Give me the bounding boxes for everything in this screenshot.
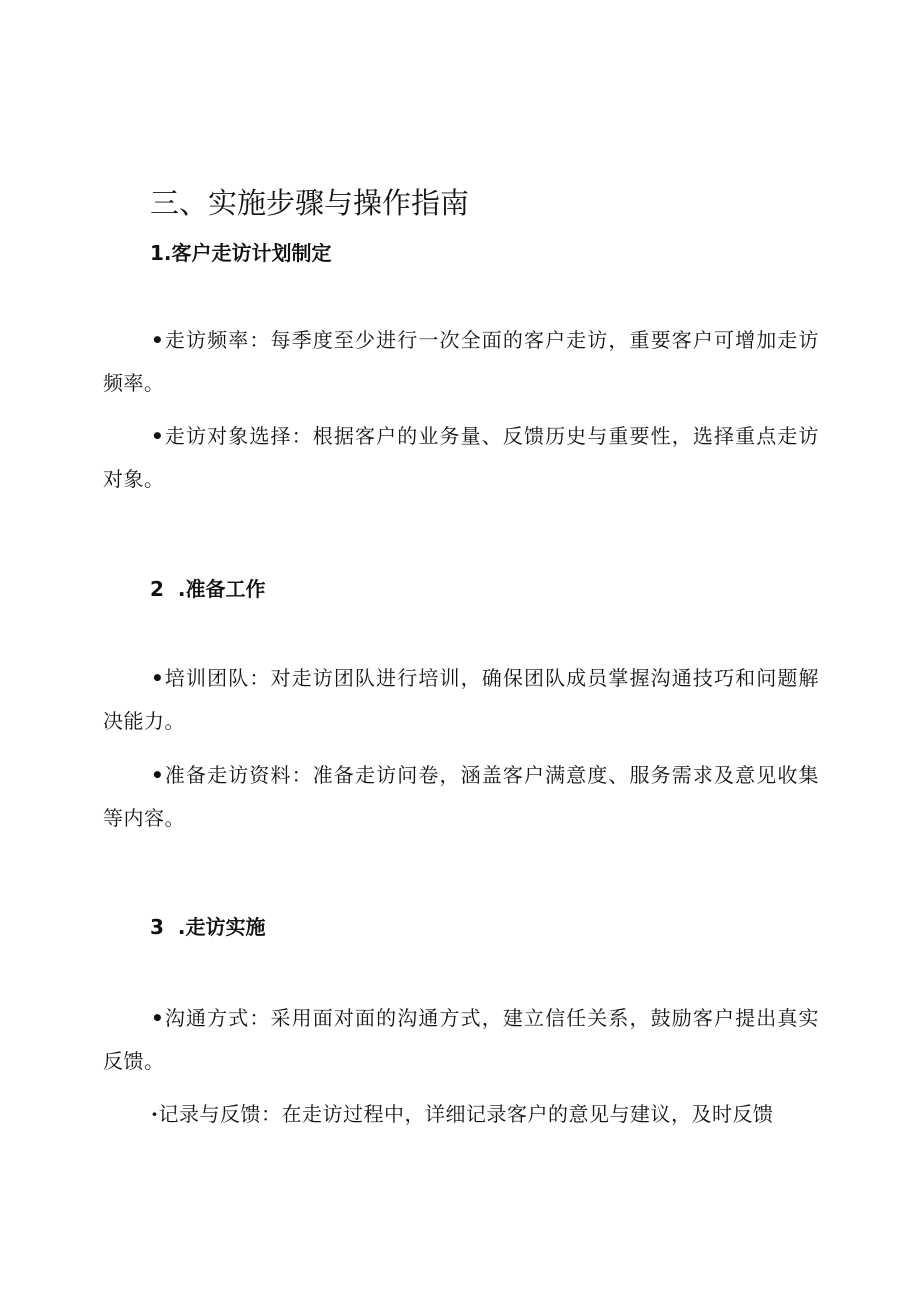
subsection-heading-3 [150,913,266,941]
bullet-text: 沟通方式：采用面对面的沟通方式，建立信任关系，鼓励客户提出真实反馈。 [103,1006,819,1073]
bullet-paragraph [103,415,819,501]
bullet-dot: • [151,1006,165,1030]
bullet-text: 记录与反馈：在走访过程中，详细记录客户的意见与建议，及时反馈 [158,1102,774,1126]
subsection-title: .走访实施 [177,915,266,939]
bullet-dot: • [151,666,165,690]
subsection-heading-1 [150,239,332,267]
bullet-text: 走访对象选择：根据客户的业务量、反馈历史与重要性，选择重点走访对象。 [103,424,819,491]
bullet-paragraph [103,1093,819,1136]
subsection-heading-2 [150,575,266,603]
bullet-paragraph [103,657,819,743]
bullet-dot: · [151,1102,159,1126]
bullet-text: 走访频率：每季度至少进行一次全面的客户走访，重要客户可增加走访频率。 [103,328,819,395]
bullet-paragraph [103,754,819,840]
bullet-text: 培训团队：对走访团队进行培训，确保团队成员掌握沟通技巧和问题解决能力。 [103,666,819,733]
bullet-text: 准备走访资料：准备走访问卷，涵盖客户满意度、服务需求及意见收集等内容。 [103,763,819,830]
subsection-title: .准备工作 [177,577,266,601]
bullet-dot: • [151,328,165,352]
section-title: 三、实施步骤与操作指南 [150,186,470,220]
subsection-number: 2 [150,577,164,601]
bullet-paragraph [103,319,819,405]
bullet-dot: • [151,424,165,448]
subsection-number: 3 [150,915,164,939]
subsection-number: 1. [150,241,172,265]
bullet-dot: • [151,763,165,787]
bullet-paragraph [103,997,819,1083]
subsection-title: 客户走访计划制定 [171,241,332,265]
